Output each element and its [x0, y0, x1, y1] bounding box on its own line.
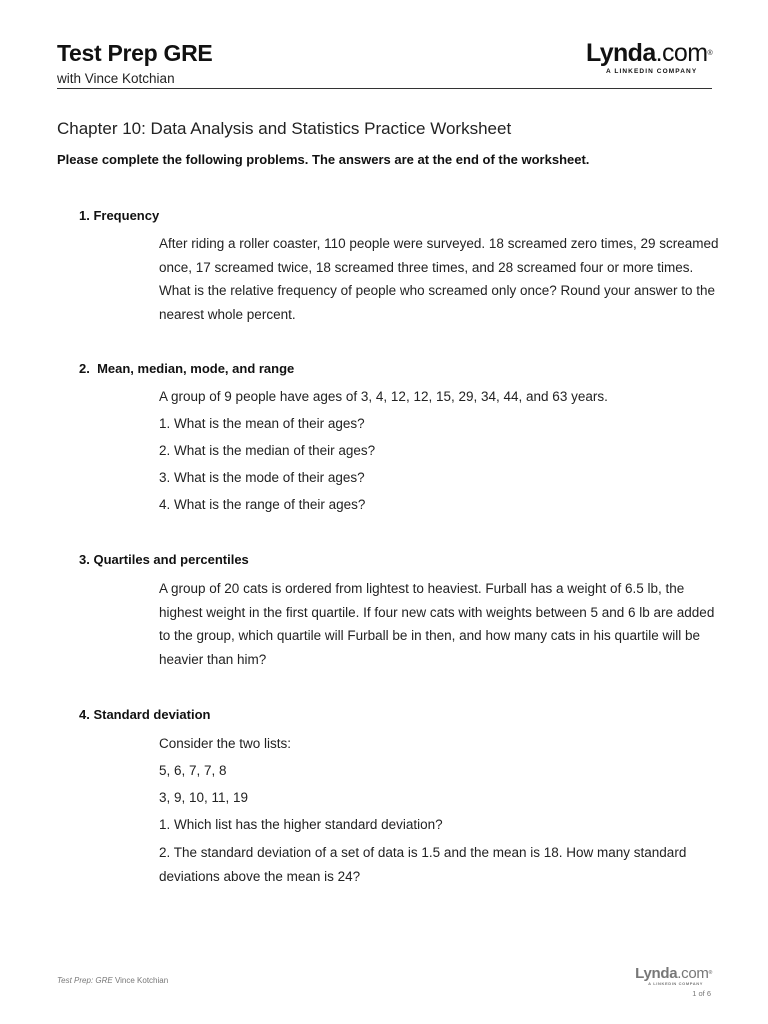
footer-course-credit — [57, 976, 168, 985]
page-number: 1 of 6 — [692, 989, 711, 998]
question-mode: 3. What is the mode of their ages? — [159, 470, 365, 485]
footer-logo-registered-mark: ® — [708, 970, 712, 976]
footer-course-name: Test Prep: GRE — [57, 976, 113, 985]
footer-logo-suffix: .com — [677, 965, 709, 982]
problem-frequency-text: After riding a roller coaster, 110 people were surveyed. 18 screamed zero times, 29 screamed once, 17 screamed twice, 18 screamed three times, and 28 screamed four or more times. What is the relative frequency of people who screamed only once? Round your answer to the nearest whole percent. — [159, 236, 719, 322]
lists-intro: Consider the two lists: — [159, 736, 292, 751]
course-subtitle: with Vince Kotchian — [57, 71, 175, 86]
question-higher-sd: 1. Which list has the higher standard deviation? — [159, 817, 443, 832]
list-one: 5, 6, 7, 7, 8 — [159, 763, 227, 778]
footer-author: Vince Kotchian — [112, 976, 169, 985]
question-median: 2. What is the median of their ages? — [159, 443, 376, 458]
question-mean: 1. What is the mean of their ages? — [159, 416, 365, 431]
problem-ages-statement: A group of 9 people have ages of 3, 4, 12, 12, 15, 29, 34, 44, and 63 years. — [159, 389, 608, 404]
footer-logo-tagline: A LINKEDIN COMPANY — [648, 981, 703, 986]
logo-wordmark: Lynda — [585, 39, 656, 67]
course-title: Test Prep GRE — [57, 40, 213, 66]
section-heading-standard-deviation: 4. Standard deviation — [79, 707, 211, 722]
logo-registered-mark: ® — [707, 50, 712, 57]
section-heading-quartiles-percentiles: 3. Quartiles and percentiles — [79, 552, 249, 567]
logo-tagline: A LINKEDIN COMPANY — [605, 68, 698, 75]
list-two: 3, 9, 10, 11, 19 — [159, 790, 249, 805]
problem-quartiles-text: A group of 20 cats is ordered from lightest to heaviest. Furball has a weight of 6.5 lb, the highest weight in the first quartile. If four new cats with weights between 5 and 6 lb are added to the group, which quartile will Furball be in then, and how many cats in his quartile will be heavier than him? — [159, 581, 715, 667]
logo-suffix: .com — [655, 39, 708, 67]
question-sd-above-mean: 2. The standard deviation of a set of data is 1.5 and the mean is 18. How many standard deviations above the mean is 24? — [159, 845, 687, 884]
header-divider — [57, 88, 712, 89]
lynda-logo — [586, 40, 712, 75]
section-heading-mean-median-mode-range: 2. Mean, median, mode, and range — [79, 361, 295, 376]
question-range: 4. What is the range of their ages? — [159, 497, 366, 512]
chapter-title: Chapter 10: Data Analysis and Statistics Practice Worksheet — [57, 119, 512, 138]
footer-logo-wordmark: Lynda — [635, 965, 678, 982]
section-heading-frequency: 1. Frequency — [79, 208, 160, 223]
footer-lynda-logo — [635, 966, 712, 986]
instructions: Please complete the following problems. The answers are at the end of the worksheet. — [57, 152, 590, 167]
